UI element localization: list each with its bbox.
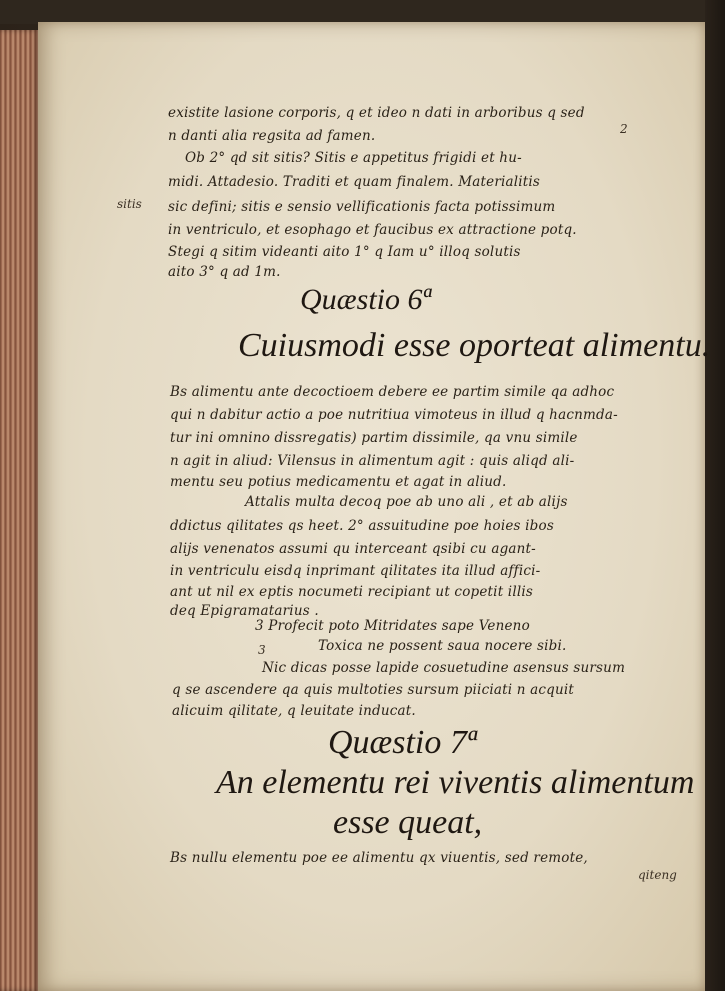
text-line: ant ut nil ex eptis nocumeti recipiant ut copetit illis — [170, 584, 534, 600]
text-line: in ventriculu eisdq inprimant qilitates ita illud affici- — [170, 563, 541, 579]
text-line: alicuim qilitate, q leuitate inducat. — [172, 703, 416, 719]
text-line: n agit in aliud: Vilensus in alimentum agit : quis aliqd ali- — [170, 453, 575, 469]
catchword: qiteng — [638, 868, 677, 882]
text-line: existite lasione corporis, q et ideo n dati in arboribus q sed — [168, 105, 585, 121]
verse-line: 3 Profecit poto Mitridates sape Veneno — [255, 618, 530, 634]
question-heading-number: Quæstio 6ª — [300, 283, 431, 316]
question-heading-title: Cuiusmodi esse oporteat alimentu. — [238, 327, 711, 364]
text-line: n danti alia regsita ad famen. — [168, 128, 376, 144]
question-heading-title: esse queat, — [333, 804, 483, 841]
text-line: qui n dabitur actio a poe nutritiua vimoteus in illud q hacnmda- — [170, 407, 618, 423]
text-line: q se ascendere qa quis multoties sursum piiciati n acquit — [172, 682, 575, 698]
text-line: Ob 2° qd sit sitis? Sitis e appetitus frigidi et hu- — [185, 150, 522, 166]
verse-number: 3 — [258, 643, 266, 657]
text-line: deq Epigramatarius . — [170, 603, 319, 619]
text-line: tur ini omnino dissregatis) partim dissimile, qa vnu simile — [170, 430, 578, 446]
text-line: alijs venenatos assumi qu interceant qsibi cu agant- — [170, 541, 536, 557]
text-line: mentu seu potius medicamentu et agat in aliud. — [170, 474, 507, 490]
book-spine-edge — [0, 30, 40, 991]
text-line: aito 3° q ad 1m. — [168, 264, 281, 280]
text-line: Stegi q sitim videanti aito 1° q Iam u° illoq solutis — [168, 244, 521, 260]
text-line: Attalis multa decoq poe ab uno ali , et ab alijs — [245, 494, 568, 510]
text-line: ddictus qilitates qs heet. 2° assuitudine poe hoies ibos — [170, 518, 554, 534]
text-line: Bs alimentu ante decoctioem debere ee partim simile qa adhoc — [170, 384, 615, 400]
text-line: Nic dicas posse lapide cosuetudine asensus sursum — [262, 660, 626, 676]
question-heading-number: Quæstio 7ª — [328, 724, 477, 761]
background-top — [0, 0, 725, 24]
text-line: Bs nullu elementu poe ee alimentu qx viuentis, sed remote, — [170, 850, 588, 866]
question-heading-title: An elementu rei viventis alimentum — [216, 764, 695, 801]
text-line: in ventriculo, et esophago et faucibus ex attractione potq. — [168, 222, 577, 238]
margin-note: sitis — [117, 197, 142, 211]
top-mark: 2 — [620, 122, 628, 136]
text-line: midi. Attadesio. Traditi et quam finalem. Materialitis — [168, 174, 541, 190]
background-right — [705, 0, 725, 991]
verse-line: Toxica ne possent saua nocere sibi. — [318, 638, 567, 654]
text-line: sic defini; sitis e sensio vellificationis facta potissimum — [168, 199, 556, 215]
